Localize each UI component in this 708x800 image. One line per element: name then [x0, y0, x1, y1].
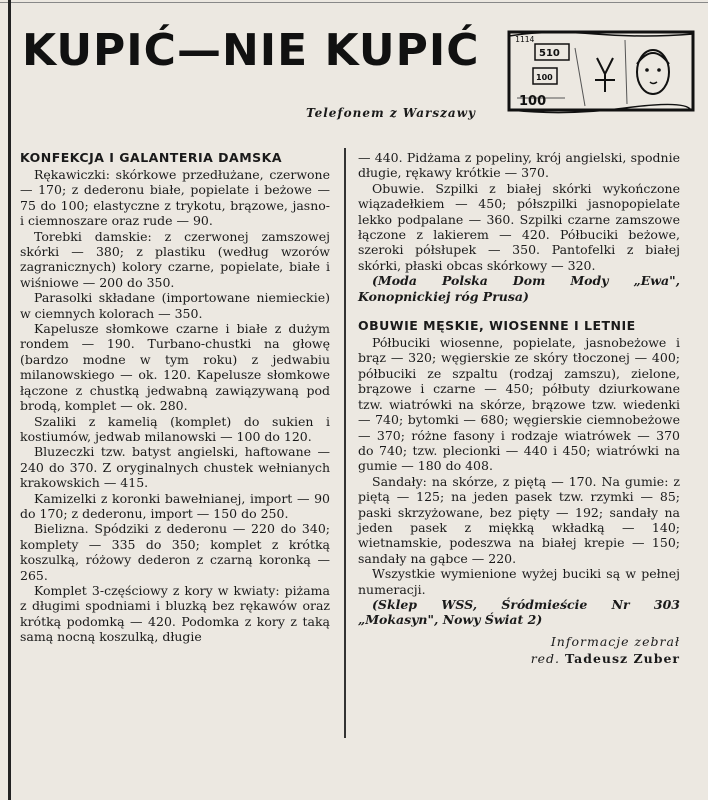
- signature-author: [358, 651, 680, 666]
- paragraph: Wszystkie wymienione wyżej buciki są w pełnej numeracji.: [358, 566, 680, 597]
- paragraph: Bielizna. Spódziki z dederonu — 220 do 340; komplety — 335 do 350; komplet z krótką koszulką, różowy dederon z czarną koronką — 265.: [20, 521, 330, 583]
- paragraph: Sandały: na skórze, z piętą — 170. Na gumie: z piętą — 125; na jeden pasek tzw. rzymki — 85; paski skrzyżowane, bez pięty — 192; sandały na jeden pasek z miękką wkładką — 140; wietnamskie, podeszwa na białej krepie — 150; sandały na gąbce — 220.: [358, 473, 680, 566]
- paragraph: Bluzeczki tzw. batyst angielski, haftowane — 240 do 370. Z oryginalnych chustek wełnianych krakowskich — 415.: [20, 444, 330, 491]
- source-note: (Moda Polska Dom Mody „Ewa", Konopnickiej róg Prusa): [358, 273, 680, 304]
- byline: Telefonem z Warszawy: [306, 106, 476, 120]
- paragraph: Parasolki składane (importowane niemieckie) w ciemnych kolorach — 350.: [20, 290, 330, 321]
- page-headline: KUPIĆ—NIE KUPIĆ: [22, 25, 480, 76]
- source-note: (Sklep WSS, Śródmieście Nr 303 „Mokasyn", Nowy Świat 2): [358, 596, 680, 628]
- left-margin-rule: [8, 0, 11, 800]
- paragraph: Komplet 3-częściowy z kory w kwiaty: piżama z długimi spodniami i bluzką bez rękawów oraz krótką podomką — 420. Podomka z kory z taką samą nocną koszulką, długie: [20, 582, 330, 645]
- column-divider: [344, 148, 346, 738]
- right-column: [358, 150, 680, 667]
- author-name: Tadeusz Zuber: [565, 651, 680, 667]
- paragraph: Półbuciki wiosenne, popielate, jasnobeżowe i brąz — 320; węgierskie ze skóry tłoczonej — 400; półbuciki ze szpaltu (rodzaj zamszu), zielone, brązowe i czarne — 450; półbuty dziurkowane tzw. wiatrówki na skórze, brązowe tzw. wiedenki — 740; bytomki — 680; węgierskie ciemnobeżowe — 370; różne fasony i rodzaje wiatrówek — 370 do 740; tzw. plecionki — 440 i 450; wiatrówki na gumie — 180 do 408.: [358, 335, 680, 474]
- top-rule: [0, 2, 708, 3]
- signature-prefix: red.: [530, 651, 561, 667]
- signature-line: [358, 634, 680, 649]
- paragraph: Szaliki z kamelią (komplet) do sukien i kostiumów, jedwab milanowski — 100 do 120.: [20, 413, 330, 444]
- paragraph: Torebki damskie: z czerwonej zamszowej skórki — 380; z plastiku (według wzorów zagranicznych) kolory czarne, popielate, białe i wiśniowe — 200 do 350.: [20, 228, 330, 290]
- paragraph: Rękawiczki: skórkowe przedłużane, czerwone — 170; z dederonu białe, popielate i beżowe — 75 do 100; elastyczne z trykotu, brązowe, jasno- i ciemnoszare oraz rude — 90.: [20, 167, 330, 229]
- left-column: [20, 150, 330, 645]
- signature-intro: Informacje zebrał: [550, 633, 680, 649]
- illustration-denomination-bottom: 100: [519, 94, 547, 109]
- illustration-denomination-small: 100: [536, 73, 553, 82]
- spacer: [358, 304, 680, 318]
- illustration-denomination-top: 510: [539, 48, 560, 59]
- banknote-illustration-icon: [505, 28, 697, 114]
- paragraph: Kapelusze słomkowe czarne i białe z dużym rondem — 190. Turbano-chustki na głowę (bardzo modne w tym roku) z jedwabiu milanowskiego — ok. 120. Kapelusze słomkowe łączone z chustką jedwabną zawiązywaną pod brodą, komplet — ok. 280.: [20, 321, 330, 414]
- section-heading-men: OBUWIE MĘSKIE, WIOSENNE I LETNIE: [358, 318, 636, 334]
- section-heading-women: KONFEKCJA I GALANTERIA DAMSKA: [20, 150, 283, 165]
- paragraph: Kamizelki z koronki bawełnianej, import — 90 do 170; z dederonu, import — 150 do 250.: [20, 490, 330, 521]
- illustration-serial: 1114: [515, 35, 535, 44]
- paragraph-continuation: — 440. Pidżama z popeliny, krój angielski, spodnie długie, rękawy krótkie — 370.: [358, 150, 680, 181]
- paragraph: Obuwie. Szpilki z białej skórki wykończone wiązadełkiem — 450; półszpilki jasnopopielate lekko podpalane — 360. Szpilki czarne zamszowe łączone z lakierem — 420. Półbuciki beżowe, szeroki półsłupek — 350. Pantofelki z białej skórki, płaski obcas skórkowy — 320.: [358, 180, 680, 273]
